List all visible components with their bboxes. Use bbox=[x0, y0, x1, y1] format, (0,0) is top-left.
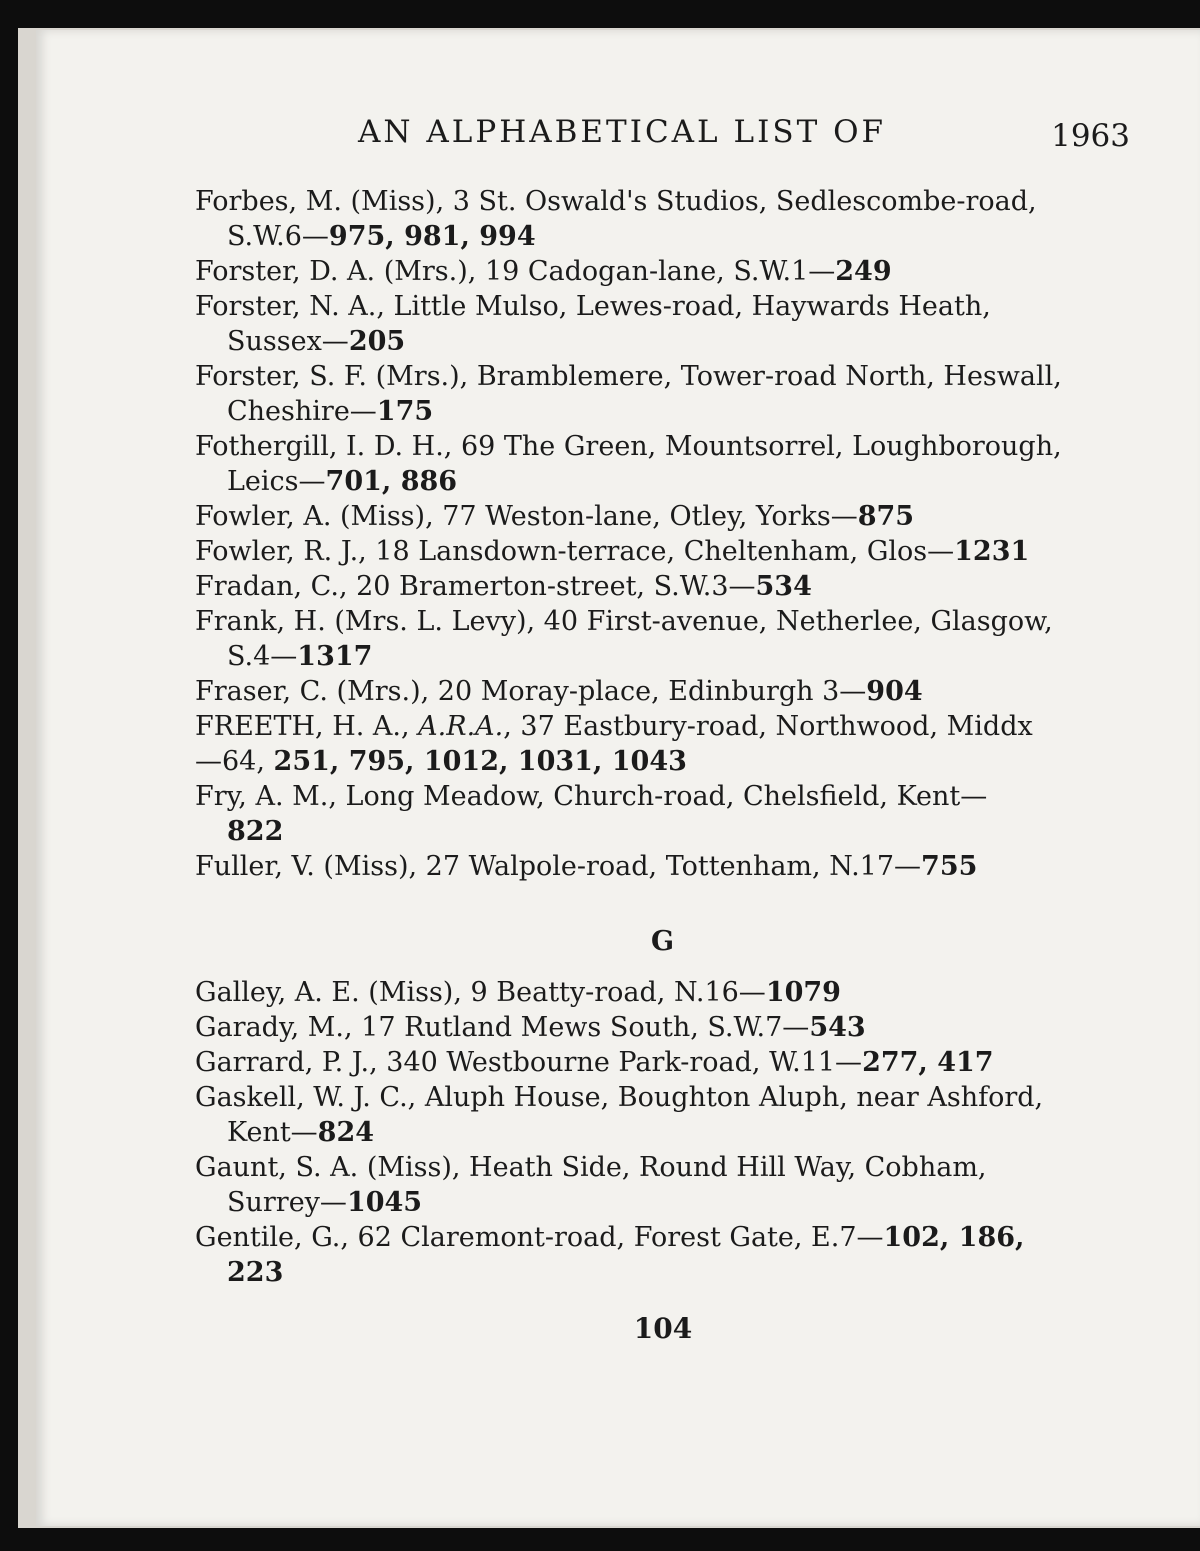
exhibit-numbers: 875 bbox=[857, 501, 915, 532]
list-entry: Fradan, C., 20 Bramerton-street, S.W.3—534 bbox=[195, 571, 812, 602]
header-year: 1963 bbox=[1051, 118, 1130, 154]
list-entry: Forster, D. A. (Mrs.), 19 Cadogan-lane, S.W.1—249 bbox=[195, 256, 892, 287]
exhibit-numbers: 1079 bbox=[765, 977, 841, 1008]
list-entry: FREETH, H. A., A.R.A., 37 Eastbury-road, Northwood, Middx —64, 251, 795, 1012, 1031, 1043 bbox=[195, 711, 1033, 777]
exhibit-numbers: 904 bbox=[866, 676, 923, 707]
header-title: AN ALPHABETICAL LIST OF bbox=[358, 114, 887, 150]
exhibit-numbers: 1317 bbox=[297, 641, 373, 672]
exhibit-numbers: 824 bbox=[317, 1117, 375, 1148]
exhibit-numbers: 249 bbox=[835, 256, 892, 287]
exhibit-numbers: 205 bbox=[348, 326, 406, 357]
list-entry: Fuller, V. (Miss), 27 Walpole-road, Tottenham, N.17—755 bbox=[195, 851, 978, 882]
list-entry: Fry, A. M., Long Meadow, Church-road, Chelsfield, Kent— 822 bbox=[195, 781, 988, 847]
list-entry: Garrard, P. J., 340 Westbourne Park-road, W.11—277, 417 bbox=[195, 1047, 994, 1078]
list-entry: Galley, A. E. (Miss), 9 Beatty-road, N.16—1079 bbox=[195, 977, 841, 1008]
list-entry: Fothergill, I. D. H., 69 The Green, Mountsorrel, Loughborough, Leics—701, 886 bbox=[195, 431, 1062, 497]
exhibit-numbers: 223 bbox=[227, 1257, 284, 1288]
list-entry: Gaunt, S. A. (Miss), Heath Side, Round Hill Way, Cobham, Surrey—1045 bbox=[195, 1152, 987, 1218]
exhibit-numbers: 534 bbox=[755, 571, 812, 602]
list-entry: Fowler, A. (Miss), 77 Weston-lane, Otley, Yorks—875 bbox=[195, 501, 915, 532]
section-letter-g: G bbox=[650, 926, 675, 957]
exhibit-numbers: 277, 417 bbox=[862, 1047, 994, 1078]
exhibit-numbers: 102, 186, bbox=[883, 1222, 1025, 1253]
exhibit-numbers: 822 bbox=[227, 816, 284, 847]
exhibit-numbers: 701, 886 bbox=[325, 466, 458, 497]
exhibit-numbers: 975, 981, 994 bbox=[328, 221, 536, 252]
list-entry: Gaskell, W. J. C., Aluph House, Boughton Aluph, near Ashford, Kent—824 bbox=[195, 1082, 1044, 1148]
exhibit-numbers: 543 bbox=[809, 1012, 866, 1043]
exhibit-numbers: 1045 bbox=[346, 1187, 423, 1218]
page-number: 104 bbox=[633, 1312, 693, 1345]
list-entry: Forster, N. A., Little Mulso, Lewes-road, Haywards Heath, Sussex—205 bbox=[195, 291, 991, 357]
exhibit-numbers: 755 bbox=[921, 851, 978, 882]
list-entry: Forster, S. F. (Mrs.), Bramblemere, Tower-road North, Heswall, Cheshire—175 bbox=[195, 361, 1062, 427]
exhibit-numbers: 251, 795, 1012, 1031, 1043 bbox=[273, 746, 687, 777]
directory-list bbox=[195, 184, 1130, 1290]
list-entry: Garady, M., 17 Rutland Mews South, S.W.7—543 bbox=[195, 1012, 866, 1043]
list-entry: Fowler, R. J., 18 Lansdown-terrace, Cheltenham, Glos—1231 bbox=[195, 536, 1030, 567]
running-header bbox=[195, 114, 1130, 158]
list-entry: Fraser, C. (Mrs.), 20 Moray-place, Edinburgh 3—904 bbox=[195, 676, 923, 707]
list-entry: Forbes, M. (Miss), 3 St. Oswald's Studios, Sedlescombe-road, S.W.6—975, 981, 994 bbox=[195, 186, 1037, 252]
list-entry: Gentile, G., 62 Claremont-road, Forest Gate, E.7—102, 186, 223 bbox=[195, 1222, 1025, 1288]
list-entry: Frank, H. (Mrs. L. Levy), 40 First-avenue, Netherlee, Glasgow, S.4—1317 bbox=[195, 606, 1053, 672]
exhibit-numbers: 1231 bbox=[954, 536, 1030, 567]
exhibit-numbers: 175 bbox=[376, 396, 434, 427]
